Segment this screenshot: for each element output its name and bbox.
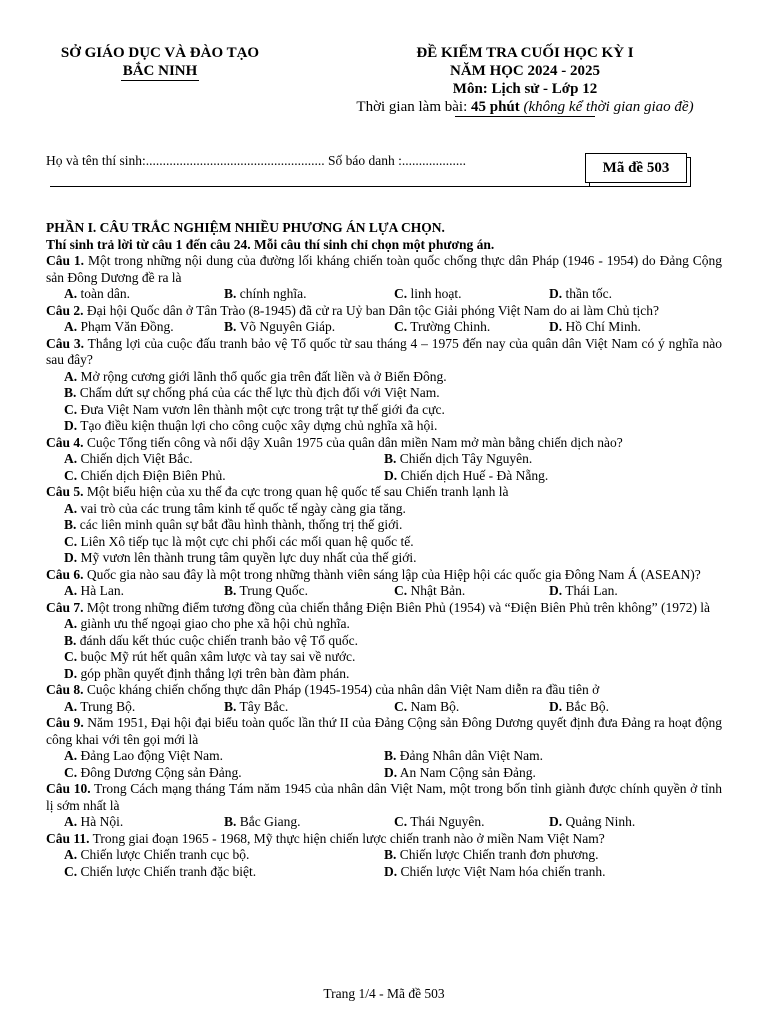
answer-option[interactable]: B. Bắc Giang. <box>224 814 301 829</box>
section-instruction: Thí sinh trả lời từ câu 1 đến câu 24. Mỗi câu thí sinh chỉ chọn một phương án. <box>46 236 495 252</box>
options-row <box>46 550 722 567</box>
answer-option[interactable]: C. Chiến dịch Điện Biên Phủ. <box>64 467 226 483</box>
options-row <box>46 501 722 518</box>
exam-title: ĐỀ KIỂM TRA CUỐI HỌC KỲ I <box>416 45 634 61</box>
options-row <box>46 633 722 650</box>
options-row <box>46 616 722 633</box>
question-label: Câu 4. <box>46 434 84 450</box>
option-letter: A. <box>64 451 78 466</box>
question-text: Một trong những nội dung của đường lối kháng chiến toàn quốc chống thực dân Pháp (1946 - 1954) do Đảng Cộng sản Đông Dương đề ra là <box>46 253 723 285</box>
question-list <box>46 220 722 880</box>
answer-option[interactable]: D. Bắc Bộ. <box>549 698 609 714</box>
option-letter: C. <box>394 814 408 829</box>
option-letter: B. <box>384 748 397 763</box>
options-row <box>46 534 722 551</box>
option-letter: C. <box>64 863 78 879</box>
question-11 <box>46 831 722 848</box>
answer-option[interactable]: A. Mở rộng cương giới lãnh thổ quốc gia trên đất liền và ở Biển Đông. <box>64 368 447 384</box>
option-letter: B. <box>224 698 237 714</box>
option-letter: A. <box>64 847 78 862</box>
answer-option[interactable]: A. Chiến lược Chiến tranh cục bộ. <box>64 847 250 862</box>
divider <box>50 186 690 187</box>
option-letter: C. <box>64 467 78 483</box>
answer-option[interactable]: D. Hồ Chí Minh. <box>549 319 641 334</box>
question-7 <box>46 600 722 617</box>
answer-option[interactable]: B. Tây Bắc. <box>224 698 289 714</box>
question-text: Trong Cách mạng tháng Tám năm 1945 của nhân dân Việt Nam, một trong bốn tỉnh giành được chính quyền ở tỉnh lị sớm nhất là <box>46 781 723 813</box>
answer-option[interactable]: B. Đảng Nhân dân Việt Nam. <box>384 748 544 763</box>
option-letter: C. <box>64 401 78 417</box>
option-letter: A. <box>64 368 78 384</box>
option-letter: D. <box>384 467 398 483</box>
options-row <box>46 451 722 468</box>
question-text: Thắng lợi của cuộc đấu tranh bảo vệ Tổ quốc từ sau tháng 4 – 1975 đến nay của quân dân Việt Nam có ý nghĩa nào sau đây? <box>46 335 722 367</box>
department-header <box>40 44 280 81</box>
question-label: Câu 3. <box>46 335 84 351</box>
answer-option[interactable]: C. linh hoạt. <box>394 286 462 301</box>
answer-option[interactable]: B. Chấm dứt sự chống phá của các thế lực thù địch đối với Việt Nam. <box>64 385 440 400</box>
option-letter: B. <box>64 632 77 648</box>
time-prefix: Thời gian làm bài: <box>356 99 471 115</box>
question-2 <box>46 303 722 320</box>
answer-option[interactable]: B. Trung Quốc. <box>224 583 309 598</box>
option-letter: A. <box>64 500 78 516</box>
question-label: Câu 9. <box>46 715 84 730</box>
question-text: Quốc gia nào sau đây là một trong những thành viên sáng lập của Hiệp hội các quốc gia Đông Nam Á (ASEAN)? <box>83 566 701 582</box>
options-row <box>46 583 722 600</box>
question-text: Trong giai đoạn 1965 - 1968, Mỹ thực hiện chiến lược chiến tranh nào ở miền Nam Việt Nam? <box>89 830 605 846</box>
school-year: NĂM HỌC 2024 - 2025 <box>450 63 600 79</box>
question-label: Câu 2. <box>46 302 84 318</box>
option-letter: B. <box>224 286 237 301</box>
department-name: SỞ GIÁO DỤC VÀ ĐÀO TẠO <box>60 45 260 61</box>
option-letter: C. <box>64 764 78 780</box>
options-row <box>46 286 722 303</box>
question-1 <box>46 253 722 286</box>
options-row <box>46 847 722 864</box>
question-text: Cuộc Tổng tiến công và nổi dậy Xuân 1975 của quân dân miền Nam mở màn bằng chiến dịch nào? <box>83 434 623 450</box>
question-label: Câu 8. <box>46 682 84 697</box>
answer-option[interactable]: C. Chiến lược Chiến tranh đặc biệt. <box>64 863 257 879</box>
exam-code-box: Mã đề 503 <box>585 153 687 183</box>
option-letter: C. <box>64 649 78 664</box>
answer-option[interactable]: D. Chiến lược Việt Nam hóa chiến tranh. <box>384 863 606 879</box>
answer-option[interactable]: C. Thái Nguyên. <box>394 814 485 829</box>
time-note: (không kể thời gian giao đề) <box>519 99 694 115</box>
options-row <box>46 814 722 831</box>
header-rule <box>455 116 595 117</box>
option-letter: C. <box>64 533 78 549</box>
answer-option[interactable]: D. Thái Lan. <box>549 583 618 598</box>
answer-option[interactable]: A. Phạm Văn Đồng. <box>64 319 174 334</box>
question-label: Câu 5. <box>46 484 84 499</box>
question-text: Năm 1951, Đại hội đại biểu toàn quốc lần thứ II của Đảng Cộng sản Đông Dương quyết định đưa Đảng ra hoạt động công khai với tên gọi mới là <box>46 715 722 747</box>
question-label: Câu 11. <box>46 830 90 846</box>
answer-option[interactable]: C. Liên Xô tiếp tục là một cực chi phối các mối quan hệ quốc tế. <box>64 533 414 549</box>
answer-option[interactable]: B. Chiến dịch Tây Nguyên. <box>384 451 533 466</box>
option-letter: A. <box>64 814 78 829</box>
question-10 <box>46 781 722 814</box>
answer-option[interactable]: C. buộc Mỹ rút hết quân xâm lược và tay sai về nước. <box>64 649 356 664</box>
option-letter: B. <box>384 451 397 466</box>
answer-option[interactable]: A. Trung Bộ. <box>64 698 136 714</box>
question-label: Câu 7. <box>46 599 84 615</box>
exam-header <box>330 44 720 117</box>
option-letter: D. <box>384 863 398 879</box>
answer-option[interactable]: A. Chiến dịch Việt Bắc. <box>64 451 193 466</box>
option-letter: B. <box>64 385 77 400</box>
question-label: Câu 10. <box>46 781 91 796</box>
option-letter: C. <box>394 698 408 714</box>
question-6 <box>46 567 722 584</box>
option-letter: D. <box>64 665 78 681</box>
options-row <box>46 418 722 435</box>
question-3 <box>46 336 722 369</box>
answer-option[interactable]: D. góp phần quyết định thắng lợi trên bàn đàm phán. <box>64 665 350 681</box>
options-row <box>46 468 722 485</box>
option-letter: D. <box>549 319 563 334</box>
option-letter: D. <box>64 418 78 433</box>
question-4 <box>46 435 722 452</box>
answer-option[interactable]: C. Trường Chinh. <box>394 319 491 334</box>
options-row <box>46 517 722 534</box>
answer-option[interactable]: D. thần tốc. <box>549 286 612 301</box>
option-letter: B. <box>224 319 237 334</box>
province-name: BẮC NINH <box>122 63 198 79</box>
option-letter: D. <box>64 550 78 565</box>
option-letter: D. <box>549 698 563 714</box>
answer-option[interactable]: B. Võ Nguyên Giáp. <box>224 319 336 334</box>
answer-option[interactable]: A. toàn dân. <box>64 286 130 301</box>
answer-option[interactable]: D. Chiến dịch Huế - Đà Nẵng. <box>384 467 549 483</box>
question-text: Một biểu hiện của xu thế đa cực trong quan hệ quốc tế sau Chiến tranh lạnh là <box>83 484 509 499</box>
answer-option[interactable]: B. đánh dấu kết thúc cuộc chiến tranh bảo vệ Tổ quốc. <box>64 632 359 648</box>
answer-option[interactable]: C. Đưa Việt Nam vươn lên thành một cực trong trật tự thế giới đa cực. <box>64 401 445 417</box>
options-row <box>46 864 722 881</box>
question-label: Câu 1. <box>46 253 85 268</box>
option-letter: A. <box>64 748 78 763</box>
answer-option[interactable]: D. Tạo điều kiện thuận lợi cho công cuộc xây dựng chủ nghĩa xã hội. <box>64 418 438 433</box>
section-title: PHẦN I. CÂU TRẮC NGHIỆM NHIỀU PHƯƠNG ÁN LỰA CHỌN. <box>46 220 445 235</box>
option-letter: D. <box>549 286 563 301</box>
options-row <box>46 699 722 716</box>
question-5 <box>46 484 722 501</box>
options-row <box>46 319 722 336</box>
answer-option[interactable]: A. vai trò của các trung tâm kinh tế quốc tế ngày càng gia tăng. <box>64 500 406 516</box>
option-letter: B. <box>384 847 397 862</box>
answer-option[interactable]: A. giành ưu thế ngoại giao cho phe xã hội chủ nghĩa. <box>64 616 350 631</box>
question-text: Cuộc kháng chiến chống thực dân Pháp (1945-1954) của nhân dân Việt Nam diễn ra đầu tiên ở <box>83 682 600 697</box>
answer-option[interactable]: C. Nhật Bản. <box>394 583 466 598</box>
option-letter: C. <box>394 319 408 334</box>
option-letter: A. <box>64 698 78 714</box>
page-footer: Trang 1/4 - Mã đề 503 <box>323 986 445 1001</box>
option-letter: A. <box>64 616 78 631</box>
option-letter: A. <box>64 319 78 334</box>
option-letter: A. <box>64 583 78 598</box>
question-text: Một trong những điểm tương đồng của chiến thắng Điện Biên Phủ (1954) và “Điện Biên Phủ trên không” (1972) là <box>83 599 711 615</box>
answer-option[interactable]: A. Hà Nội. <box>64 814 124 829</box>
answer-option[interactable]: A. Hà Lan. <box>64 583 124 598</box>
option-letter: A. <box>64 286 78 301</box>
answer-option[interactable]: D. Quảng Ninh. <box>549 814 636 829</box>
options-row <box>46 402 722 419</box>
option-letter: B. <box>64 517 77 532</box>
answer-option[interactable]: A. Đảng Lao động Việt Nam. <box>64 748 224 763</box>
subject: Môn: Lịch sử - Lớp 12 <box>452 81 598 97</box>
options-row <box>46 666 722 683</box>
options-row <box>46 385 722 402</box>
answer-option[interactable]: C. Đông Dương Cộng sản Đảng. <box>64 764 242 780</box>
option-letter: B. <box>224 814 237 829</box>
candidate-info: Họ và tên thí sinh:..................................................... Số báo danh :................... <box>46 153 466 168</box>
option-letter: C. <box>394 583 408 598</box>
time-line <box>330 98 720 116</box>
question-9 <box>46 715 722 748</box>
question-text: Đại hội Quốc dân ở Tân Trào (8-1945) đã cử ra Uỷ ban Dân tộc Giải phóng Việt Nam do ai làm Chủ tịch? <box>83 302 660 318</box>
option-letter: B. <box>224 583 237 598</box>
options-row <box>46 748 722 765</box>
option-letter: D. <box>549 814 563 829</box>
option-letter: C. <box>394 286 408 301</box>
answer-option[interactable]: B. chính nghĩa. <box>224 286 307 301</box>
question-label: Câu 6. <box>46 566 84 582</box>
option-letter: D. <box>384 764 398 780</box>
options-row <box>46 369 722 386</box>
options-row <box>46 765 722 782</box>
answer-option[interactable]: B. Chiến lược Chiến tranh đơn phương. <box>384 847 599 862</box>
option-letter: D. <box>549 583 563 598</box>
answer-option[interactable]: C. Nam Bộ. <box>394 698 460 714</box>
answer-option[interactable]: B. các liên minh quân sự bắt đầu hình thành, thống trị thế giới. <box>64 517 403 532</box>
options-row <box>46 649 722 666</box>
answer-option[interactable]: D. Mỹ vươn lên thành trung tâm quyền lực duy nhất của thế giới. <box>64 550 417 565</box>
question-8 <box>46 682 722 699</box>
time-value: 45 phút <box>471 99 520 115</box>
answer-option[interactable]: D. An Nam Cộng sản Đảng. <box>384 764 536 780</box>
